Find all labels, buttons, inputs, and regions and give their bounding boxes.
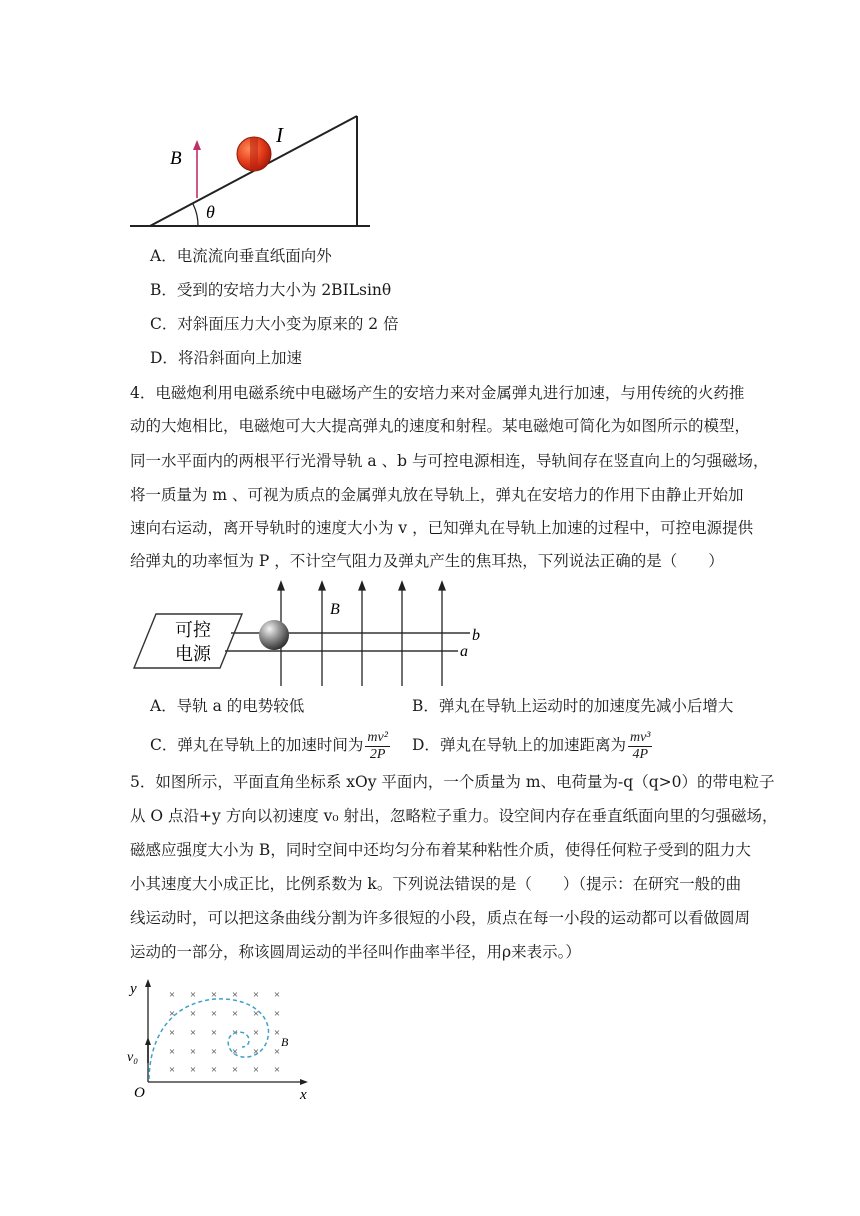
incline-figure <box>120 108 380 233</box>
svg-text:×: × <box>231 1064 239 1076</box>
q4-text: 电磁炮利用电磁系统中电磁场产生的安培力来对金属弹丸进行加速，与用传统的火药推 <box>155 384 745 402</box>
svg-text:×: × <box>252 1027 260 1039</box>
q4-line-2: 动的大炮相比，电磁炮可大大提高弹丸的速度和射程。某电磁炮可简化为如图所示的模型， <box>130 417 751 435</box>
option-letter: A． <box>150 697 177 715</box>
q5-line-6: 运动的一部分，称该圆周运动的半径叫作曲率半径，用ρ来表示。） <box>130 943 581 961</box>
svg-text:×: × <box>189 989 197 1001</box>
svg-text:×: × <box>210 989 218 1001</box>
option-letter: D． <box>150 349 178 367</box>
q5-number: 5． <box>130 773 156 791</box>
fraction <box>365 730 390 763</box>
particle-trajectory <box>149 999 269 1079</box>
label-O: O <box>134 1085 145 1100</box>
svg-text:×: × <box>210 1064 218 1076</box>
svg-text:×: × <box>168 1008 176 1020</box>
svg-text:×: × <box>252 1046 260 1058</box>
b-field-lines <box>278 582 445 686</box>
fraction <box>628 730 653 763</box>
svg-text:×: × <box>273 989 281 1001</box>
conductor-rod-stripe <box>250 137 258 171</box>
label-rail-a: a <box>460 643 468 660</box>
option-letter: C． <box>150 315 178 333</box>
label-B: B <box>281 1035 289 1049</box>
svg-text:×: × <box>231 1027 239 1039</box>
q5-line-3: 磁感应强度大小为 B，同时空间中还均匀分布着某种粘性介质，使得任何粒子受到的阻力大 <box>130 841 751 859</box>
svg-text:×: × <box>168 1046 176 1058</box>
metal-projectile <box>259 620 289 650</box>
fraction-denominator: 4P <box>632 746 648 762</box>
svg-text:×: × <box>189 1064 197 1076</box>
q4-line-1 <box>130 383 744 403</box>
svg-text:×: × <box>273 1008 281 1020</box>
svg-text:×: × <box>231 989 239 1001</box>
fraction-denominator: 2P <box>369 746 386 762</box>
theta-arc <box>193 204 198 226</box>
svg-text:×: × <box>231 1008 239 1020</box>
svg-text:×: × <box>189 1008 197 1020</box>
q3-option-d <box>150 348 302 368</box>
fraction-numerator: mv³ <box>629 729 651 745</box>
svg-text:×: × <box>189 1046 197 1058</box>
q4-line-5: 速向右运动，离开导轨时的速度大小为 v ，已知弹丸在导轨上加速的过程中，可控电源提供 <box>130 519 754 537</box>
q5-line-4: 小其速度大小成正比，比例系数为 k。下列说法错误的是（ ）（提示：在研究一般的曲 <box>130 875 742 893</box>
svg-text:×: × <box>252 989 260 1001</box>
label-B: B <box>330 601 340 618</box>
q5-line-1 <box>130 772 775 792</box>
x-axis-arrowhead <box>300 1079 308 1085</box>
svg-text:×: × <box>168 1027 176 1039</box>
option-text: 导轨 a 的电势较低 <box>176 697 305 715</box>
option-letter: B． <box>150 281 177 299</box>
b-field-arrowhead <box>193 140 201 150</box>
option-letter: B． <box>412 697 439 715</box>
svg-text:×: × <box>210 1027 218 1039</box>
svg-text:×: × <box>252 1008 260 1020</box>
y-axis-arrowhead <box>145 979 151 987</box>
option-text: 电流流向垂直纸面向外 <box>176 247 332 265</box>
label-I: I <box>276 123 283 147</box>
option-text: 弹丸在导轨上运动时的加速度先减小后增大 <box>438 697 734 715</box>
power-source-label-1: 可控 <box>175 620 211 640</box>
q4-option-a <box>150 696 304 716</box>
q4-option-c <box>150 728 390 763</box>
q5-text: 如图所示，平面直角坐标系 xOy 平面内，一个质量为 m、电荷量为-q（q>0）的带电粒子 <box>155 773 775 791</box>
option-letter: C． <box>150 736 178 754</box>
q4-line-6: 给弹丸的功率恒为 P ，不计空气阻力及弹丸产生的焦耳热，下列说法正确的是（ ） <box>130 552 724 570</box>
q3-option-b <box>150 280 391 300</box>
q4-number: 4． <box>130 384 156 402</box>
svg-text:×: × <box>252 1064 260 1076</box>
q4-line-3: 同一水平面内的两根平行光滑导轨 a 、b 与可控电源相连，导轨间存在竖直向上的匀强磁场， <box>130 452 769 470</box>
svg-text:×: × <box>168 989 176 1001</box>
q5-line-5: 线运动时，可以把这条曲线分割为许多很短的小段，质点在每一小段的运动都可以看做圆周 <box>130 909 751 927</box>
svg-text:×: × <box>168 1064 176 1076</box>
option-text: 将沿斜面向上加速 <box>177 349 302 367</box>
fraction-numerator: mv² <box>367 729 388 745</box>
label-x: x <box>300 1087 307 1100</box>
label-theta: θ <box>206 202 215 222</box>
q3-option-c <box>150 314 399 334</box>
railgun-figure <box>128 578 498 690</box>
svg-text:×: × <box>273 1064 281 1076</box>
magnetic-field-crosses <box>169 989 280 1076</box>
q4-line-4: 将一质量为 m 、可视为质点的金属弹丸放在导轨上，弹丸在安培力的作用下由静止开始加 <box>130 486 744 504</box>
option-text: 对斜面压力大小变为原来的 2 倍 <box>177 315 399 333</box>
q3-option-a <box>150 246 332 266</box>
label-rail-b: b <box>472 627 480 644</box>
q5-line-2: 从 O 点沿+y 方向以初速度 v₀ 射出，忽略粒子重力。设空间内存在垂直纸面向里的匀强磁场， <box>130 807 778 825</box>
label-v0: v₀ <box>127 1050 139 1065</box>
power-source-label-2: 电源 <box>175 644 211 664</box>
svg-text:×: × <box>210 1046 218 1058</box>
option-text: 受到的安培力大小为 2BILsinθ <box>176 281 392 299</box>
label-B: B <box>170 148 182 169</box>
spiral-figure <box>120 975 320 1100</box>
svg-text:×: × <box>231 1046 239 1058</box>
label-y: y <box>130 981 137 997</box>
svg-text:×: × <box>210 1008 218 1020</box>
option-letter: D． <box>412 736 440 754</box>
svg-text:×: × <box>273 1027 281 1039</box>
q4-option-b <box>412 696 733 716</box>
svg-text:×: × <box>189 1027 197 1039</box>
option-text: 弹丸在导轨上的加速距离为 <box>439 736 626 754</box>
svg-text:×: × <box>273 1046 281 1058</box>
q4-option-d <box>412 728 652 763</box>
v0-arrowhead <box>145 1037 151 1045</box>
option-letter: A． <box>150 247 177 265</box>
option-text: 弹丸在导轨上的加速时间为 <box>177 736 364 754</box>
